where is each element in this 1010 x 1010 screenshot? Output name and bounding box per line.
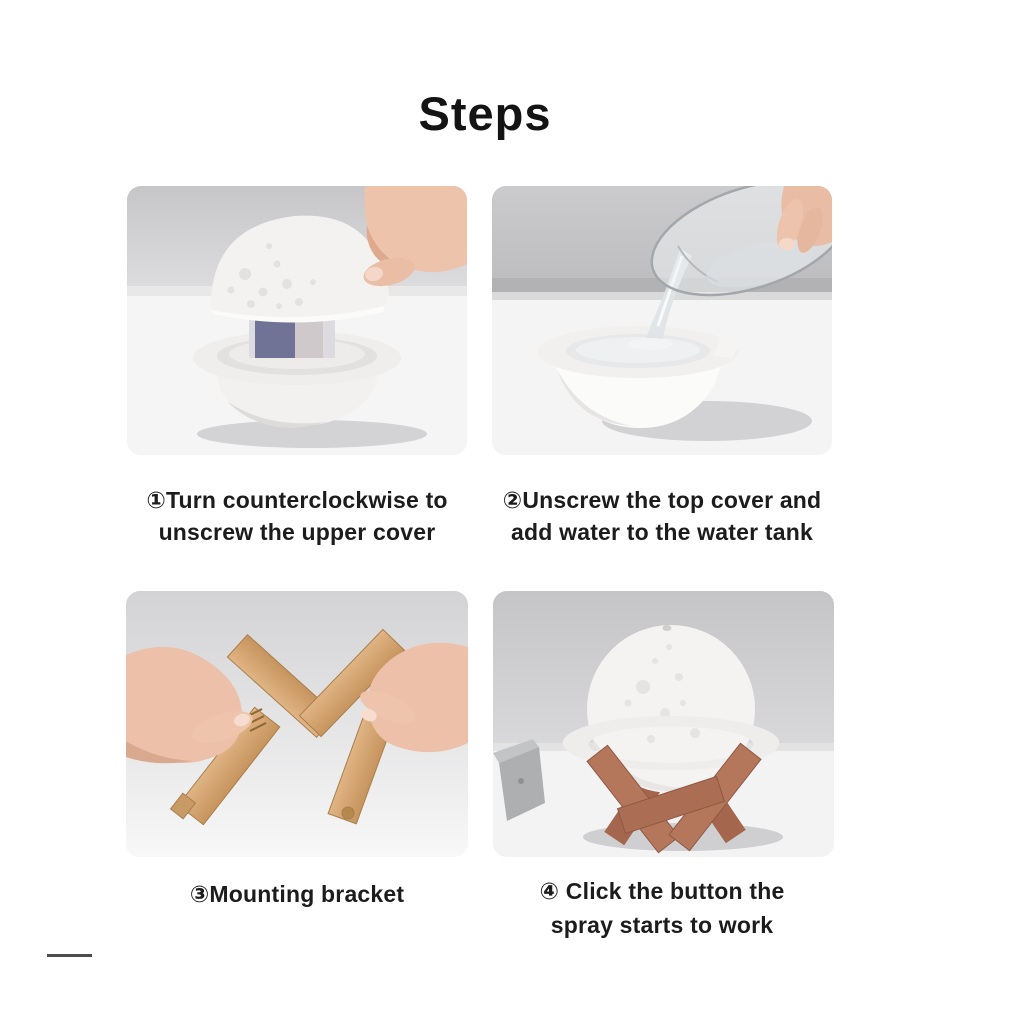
step-4-illustration bbox=[493, 591, 834, 857]
step-4-caption-line-1: ④ Click the button the bbox=[539, 878, 785, 904]
step-3-photo bbox=[126, 591, 468, 857]
step-1-caption bbox=[107, 484, 487, 548]
step-3-caption-line-1: ③Mounting bracket bbox=[189, 881, 405, 907]
page-title: Steps bbox=[418, 87, 552, 140]
step-4-caption-line-2: spray starts to work bbox=[550, 912, 774, 938]
step-3-caption bbox=[107, 878, 487, 910]
step-2-caption-line-1: ②Unscrew the top cover and bbox=[502, 487, 822, 513]
step-1-caption-line-1: ①Turn counterclockwise to bbox=[146, 487, 448, 513]
step-1-caption-line-2: unscrew the upper cover bbox=[158, 519, 436, 545]
step-4-caption bbox=[472, 874, 852, 942]
step-1-illustration bbox=[127, 186, 467, 455]
step-2-caption bbox=[472, 484, 852, 548]
step-1-photo bbox=[127, 186, 467, 455]
step-4-photo bbox=[493, 591, 834, 857]
bottom-left-mark bbox=[47, 954, 92, 957]
step-2-photo bbox=[492, 186, 832, 455]
step-2-caption-line-2: add water to the water tank bbox=[511, 519, 813, 545]
step-2-illustration bbox=[492, 186, 832, 455]
mist-hole bbox=[663, 625, 672, 631]
step-3-illustration bbox=[126, 591, 468, 857]
